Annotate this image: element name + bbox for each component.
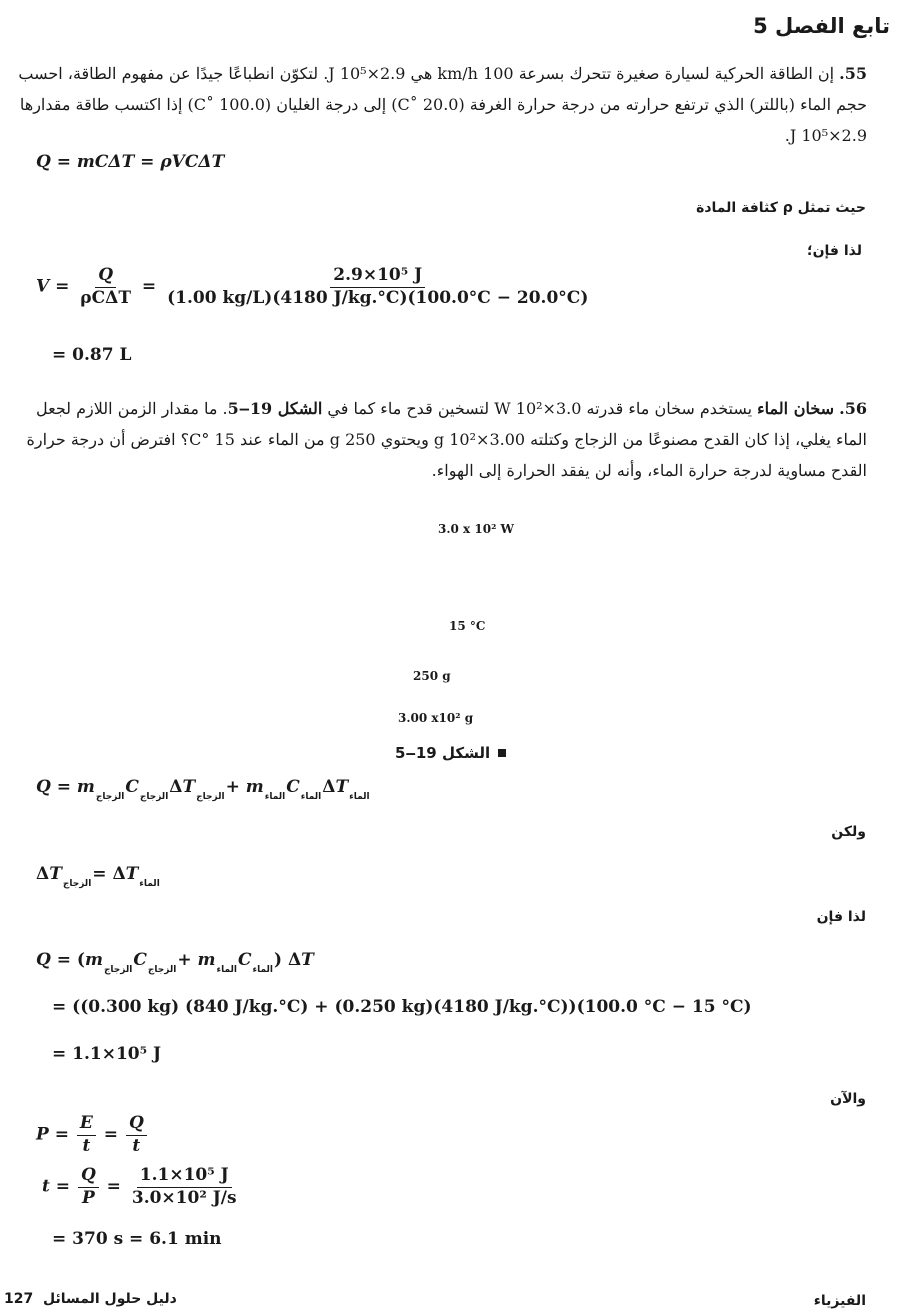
equation-heat-values: = ((0.300 kg) (840 J/kg.°C) + (0.250 kg)(4180 J/kg.°C))(100.0 °C − 15 °C) [52, 997, 752, 1017]
chapter-title: تابع الفصل 5 [753, 14, 890, 38]
eq-v: V [36, 276, 50, 297]
problem-56-text-b: . ما مقدار الزمن اللازم لجعل الماء يغلي، إذا كان القدح مصنوعًا من الزجاج وكتلته 3.00×10² g ويحتوي 250 g من الماء عند 15 °C؟ افترض أن درجة حرارة القدح مساوية لدرجة حرارة الماء، وأنه لن يفقد الحرارة إلى الهواء. [26, 399, 867, 480]
where-label: حيث تمثل ρ كثافة المادة [696, 200, 866, 216]
problem-56 [2, 393, 867, 486]
figure-label-temperature: 15 °C [449, 619, 486, 633]
page-number: 127 [4, 1291, 34, 1307]
problem-56-title: سخان الماء [757, 399, 835, 418]
footer-subject: الفيزياء [813, 1293, 866, 1309]
equation-equal-delta-t: $\Delta T_{الزجاج}= \Delta T_{الماء}$ [36, 864, 160, 889]
volume-result: = 0.87 L [52, 345, 132, 365]
equation-factored-heat: $Q = (m_{الزجاج}C_{الزجاج}+ m_{الماء}C_{الماء})$ ΔT [36, 950, 314, 975]
footer-left [4, 1291, 177, 1307]
figure-label-water-mass: 250 g [413, 669, 451, 683]
figure-label-power: 3.0 x 10² W [438, 522, 514, 536]
footer-guide-title: دليل حلول المسائل [42, 1291, 177, 1307]
time-result: = 370 s = 6.1 min [52, 1229, 222, 1249]
equation-volume: V = $\frac{Q}{\text{ρCΔT}}$ = $\frac{\text{2.9×10⁵ J}}{(1.00 kg/L)(4180 J/kg.^\circ C)(100.0^\circ C - 20.0^\circ C)}$ [36, 266, 593, 308]
fraction-q-over-rho-c-dt: $\frac{Q}{\text{ρCΔT}}$ [80, 265, 131, 308]
eq-q: Q [36, 152, 51, 172]
equation-heat-volume: Q = mCΔT = ρVCΔT [36, 152, 225, 172]
equation-time: t = $\frac{Q}{P}$ = $\frac{\text{1.1×10⁵ J}}{\text{3.0×10² J/s}}$ [42, 1165, 237, 1208]
so-label-56: لذا فإن [816, 909, 866, 925]
but-label: ولكن [831, 824, 866, 840]
equation-total-heat: $Q = m_{الزجاج}C_{الزجاج}\Delta T_{الزجاج}+ m_{الماء}C_{الماء}\Delta T_{الماء}$ [36, 777, 370, 802]
eq-mc-delta-t: mCΔT [76, 152, 135, 172]
caption-square-icon [498, 749, 506, 757]
problem-56-text-a: يستخدم سخان ماء قدرته 3.0×10² W لتسخين قدح ماء كما في [322, 399, 758, 418]
now-label: والآن [830, 1091, 866, 1107]
eq-rho-vc-delta-t: ρVCΔT [160, 152, 225, 172]
fraction-volume-values: $\frac{\text{2.9×10⁵ J}}{(1.00 kg/L)(4180 J/kg.^\circ C)(100.0^\circ C - 20.0^\circ C)}$ [167, 265, 589, 308]
figure-reference: الشكل 19‒5 [227, 399, 323, 418]
equation-power: P = $\frac{E}{t}$ = $\frac{Q}{t}$ [36, 1114, 149, 1156]
figure-caption: الشكل 19‒5 [395, 744, 506, 762]
problem-55-number: 55. [839, 64, 867, 83]
so-label-55: لذا فإن؛ [807, 243, 862, 259]
heat-result: = 1.1×10⁵ J [52, 1044, 162, 1064]
problem-55 [2, 58, 867, 151]
problem-56-number: 56. [839, 399, 867, 418]
figure-label-glass-mass: 3.00 x10² g [398, 711, 474, 725]
problem-55-text: إن الطاقة الحركية لسيارة صغيرة تتحرك بسرعة 100 km/h هي 2.9×10⁵ J. لتكوّن انطباعًا جيدًا عن مفهوم الطاقة، احسب حجم الماء (باللتر) الذي ترتفع حرارته من درجة حرارة الغرفة (20.0 ˚C) إلى درجة الغليان (100.0 ˚C) إذا اكتسب طاقة مقدارها 2.9×10⁵ J. [18, 64, 867, 145]
